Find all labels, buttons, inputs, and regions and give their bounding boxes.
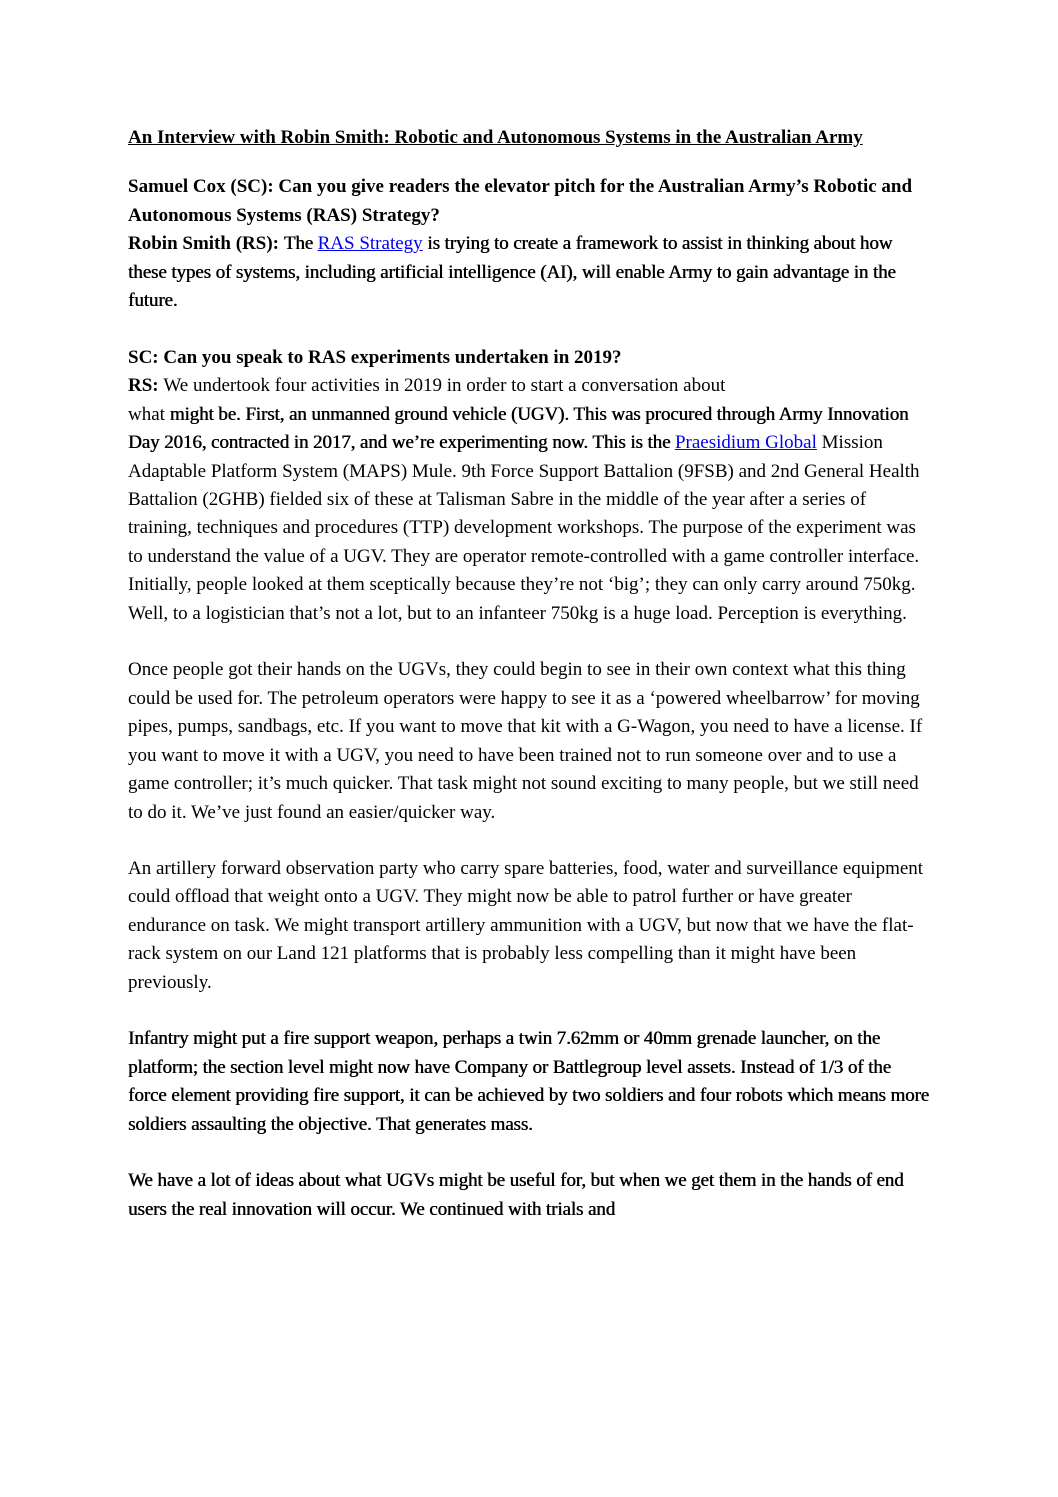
paragraph	[128, 656, 933, 827]
text-run: Infantry might put a fire support weapon, perhaps a twin 7.62mm or 40mm grenade launcher, on the platform; the section level might now have Company or Battlegroup level assets. Instead of 1/3 of the force element providing fire support, it can be achieved by two soldiers and four robots which means more soldiers assaulting the objective. That generates mass.	[128, 1028, 929, 1135]
paragraph	[128, 344, 933, 629]
text-run: An artillery forward observation party who carry spare batteries, food, water and surveillance equipment could offload that weight onto a UGV. They might now be able to patrol further or have greater endurance on task. We might transport artillery ammunition with a UGV, but now that we have the flat-rack system on our Land 121 platforms that is probably less compelling than it might have been previously.	[128, 857, 924, 993]
text-run: RS:	[128, 375, 164, 397]
text-run: The	[283, 233, 318, 255]
text-run: might be. First, an unmanned ground vehicle (UGV). This was procured through Army Innovation Day 2016, contracted in 2017, and we’re experimenting now. This is the	[128, 403, 909, 454]
link-praesidium-global[interactable]: Praesidium Global	[674, 432, 817, 454]
document-body	[128, 173, 933, 1224]
link-ras-strategy[interactable]: RAS Strategy	[317, 233, 423, 255]
text-run: Robin Smith (RS):	[128, 233, 284, 255]
text-run: what	[128, 403, 170, 425]
text-run: We undertook four activities in 2019 in order to start a conversation about	[163, 375, 726, 397]
text-run: Once people got their hands on the UGVs, they could begin to see in their own context what this thing could be used for. The petroleum operators were happy to see it as a ‘powered wheelbarrow’ for moving pipes, pumps, sandbags, etc. If you want to move that kit with a G-Wagon, you need to have a license. If you want to move it with a UGV, you need to have been trained not to run someone over and to use a game controller; it’s much quicker. That task might not sound exciting to many people, but we still need to do it. We’ve just found an easier/quicker way.	[128, 659, 923, 823]
paragraph	[128, 173, 933, 315]
text-run: is trying to create a framework to assist in thinking about how these types of systems, including artificial intelligence (AI), will enable Army to gain advantage in the future.	[128, 233, 896, 312]
text-run: Mission Adaptable Platform System (MAPS) Mule. 9th Force Support Battalion (9FSB) and 2nd General Health Battalion (2GHB) fielded six of these at Talisman Sabre in the middle of the year after a series of training, techniques and procedures (TTP) development workshops. The purpose of the experiment was to understand the value of a UGV. They are operator remote-controlled with a game controller interface. Initially, people looked at them sceptically because they’re not ‘big’; they can only carry around 750kg. Well, to a logistician that’s not a lot, but to an infanteer 750kg is a huge load. Perception is everything.	[128, 432, 920, 624]
document-title: An Interview with Robin Smith: Robotic and Autonomous Systems in the Australian Army	[128, 127, 863, 148]
text-run: Samuel Cox (SC): Can you give readers the elevator pitch for the Australian Army’s Robotic and Autonomous Systems (RAS) Strategy?	[128, 176, 913, 226]
text-run: SC: Can you speak to RAS experiments undertaken in 2019?	[128, 346, 622, 368]
paragraph	[128, 855, 933, 997]
text-run: We have a lot of ideas about what UGVs might be useful for, but when we get them in the hands of end users the real innovation will occur. We continued with trials and	[128, 1170, 904, 1220]
paragraph	[128, 1167, 933, 1224]
paragraph	[128, 1025, 933, 1139]
